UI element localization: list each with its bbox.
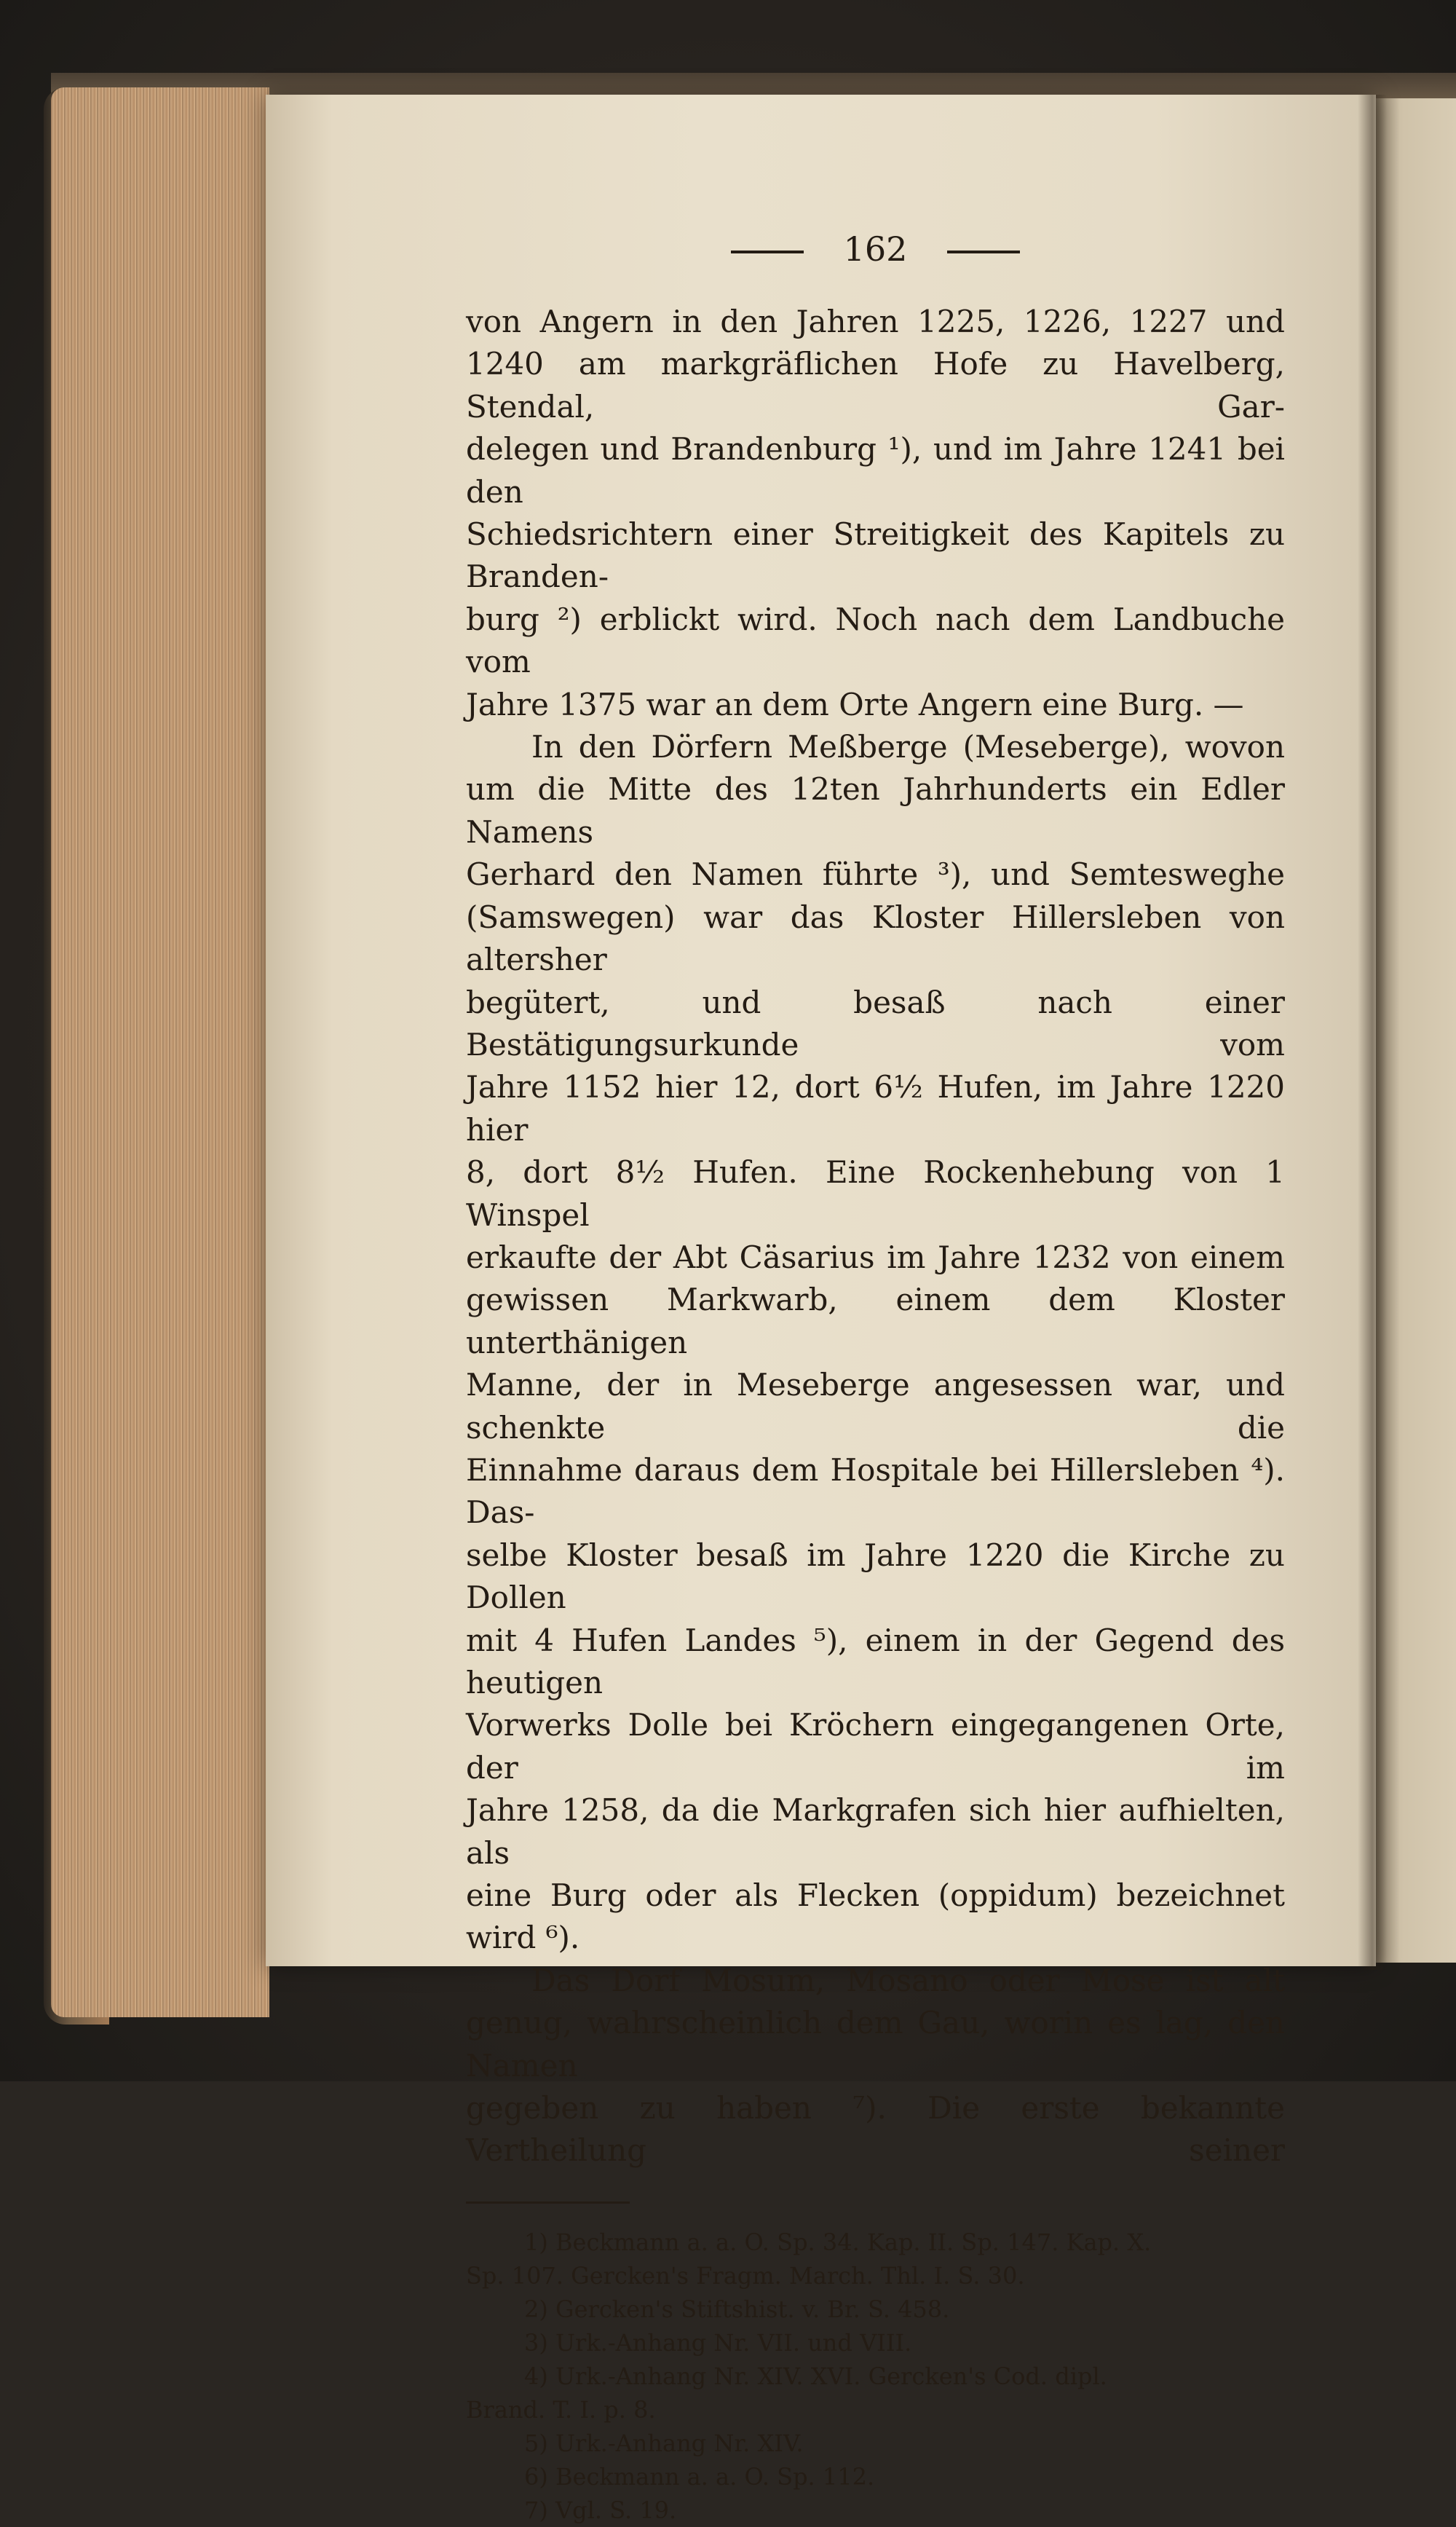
page-header — [466, 229, 1285, 273]
text-line: genug, wahrscheinlich dem Gau, worin es lag, den Namen — [466, 2005, 1285, 2084]
text-line: 8, dort 8½ Hufen. Eine Rockenhebung von 1 Winspel — [466, 1154, 1285, 1233]
page-number: 162 — [843, 229, 908, 269]
text-line: Jahre 1258, da die Markgrafen sich hier aufhielten, als — [466, 1792, 1285, 1871]
text-line: delegen und Brandenburg ¹), und im Jahre 1241 bei den — [466, 431, 1285, 510]
page-content — [466, 229, 1285, 2527]
page-gutter — [1358, 95, 1387, 1970]
footnote: 5) Urk.-Anhang Nr. XIV. — [524, 2429, 804, 2457]
text-line: Schiedsrichtern einer Streitigkeit des Kapitels zu Branden- — [466, 516, 1285, 595]
footnote: 4) Urk.-Anhang Nr. XIV. XVI. Gercken's Cod. dipl. — [524, 2362, 1107, 2390]
header-dash-right — [947, 251, 1020, 253]
text-line: eine Burg oder als Flecken (oppidum) bezeichnet wird ⁶). — [466, 1877, 1285, 1956]
text-line: Einnahme daraus dem Hospitale bei Hillersleben ⁴). Das- — [466, 1451, 1285, 1531]
text-line: (Samswegen) war das Kloster Hillersleben von altersher — [466, 899, 1285, 978]
body-text — [466, 301, 1285, 2172]
text-line: Manne, der in Meseberge angesessen war, und schenkte die — [466, 1367, 1285, 1446]
footnote: 3) Urk.-Anhang Nr. VII. und VIII. — [524, 2328, 912, 2357]
text-line: von Angern in den Jahren 1225, 1226, 1227 und — [466, 304, 1285, 339]
footnote: 6) Beckmann a. a. O. Sp. 112. — [524, 2462, 875, 2491]
footnote-rule — [466, 2201, 630, 2204]
text-line: erkaufte der Abt Cäsarius im Jahre 1232 von einem — [466, 1239, 1285, 1275]
facing-page — [1376, 98, 1456, 1963]
text-line: gewissen Markwarb, einem dem Kloster unterthänigen — [466, 1282, 1285, 1360]
footnote: Sp. 107. Gercken's Fragm. March. Thl. I. S. 30. — [466, 2261, 1025, 2290]
footnote: 7) Vgl. S. 19. — [524, 2496, 677, 2524]
text-line: begütert, und besaß nach einer Bestätigungsurkunde vom — [466, 984, 1285, 1063]
footnote: Brand. T. I. p. 8. — [466, 2395, 656, 2424]
text-line: In den Dörfern Meßberge (Meseberge), wovon — [531, 729, 1285, 765]
text-line: selbe Kloster besaß im Jahre 1220 die Kirche zu Dollen — [466, 1537, 1285, 1616]
page-edges — [51, 87, 269, 2017]
text-line: um die Mitte des 12ten Jahrhunderts ein Edler Namens — [466, 771, 1285, 850]
footnotes — [466, 2226, 1285, 2527]
text-line: Vorwerks Dolle bei Kröchern eingegangenen Orte, der im — [466, 1707, 1285, 1786]
text-line: Gerhard den Namen führte ³), und Semtesweghe — [466, 856, 1285, 893]
text-line: gegeben zu haben ⁷). Die erste bekannte Vertheilung seiner — [466, 2090, 1285, 2169]
header-dash-left — [731, 251, 804, 253]
text-line: Jahre 1375 war an dem Orte Angern eine Burg. — — [466, 686, 1244, 722]
text-line: 1240 am markgräflichen Hofe zu Havelberg, Stendal, Gar- — [466, 346, 1285, 425]
text-line: Jahre 1152 hier 12, dort 6½ Hufen, im Jahre 1220 hier — [466, 1069, 1285, 1148]
footnote: 1) Beckmann a. a. O. Sp. 34. Kap. II. Sp. 147. Kap. X. — [524, 2228, 1152, 2256]
text-line: Das Dorf Mosum, Mosano oder Mose ist alt — [531, 1962, 1285, 1998]
text-line: burg ²) erblickt wird. Noch nach dem Landbuche vom — [466, 601, 1285, 680]
text-line: mit 4 Hufen Landes ⁵), einem in der Gegend des heutigen — [466, 1622, 1285, 1700]
footnote: 2) Gercken's Stiftshist. v. Br. S. 458. — [524, 2295, 950, 2323]
